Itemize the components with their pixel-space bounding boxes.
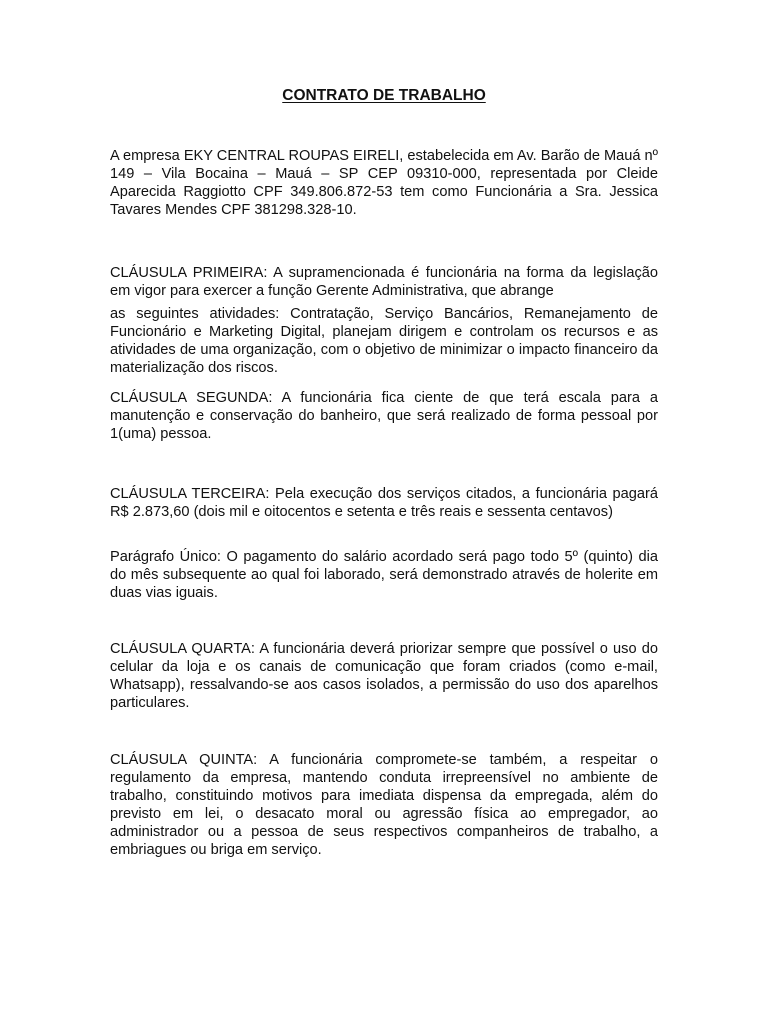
paragrafo-unico: Parágrafo Único: O pagamento do salário acordado será pago todo 5º (quinto) dia do mês subsequente ao qual foi laborado, será demonstrado através de holerite em duas vias iguais. bbox=[110, 549, 658, 601]
clausula-primeira-continuation: as seguintes atividades: Contratação, Serviço Bancários, Remanejamento de Funcionário e Marketing Digital, planejam dirigem e controlam os recursos e as atividades de uma organização, com o objetivo de minimizar o impacto financeiro da materialização dos riscos. bbox=[110, 306, 658, 376]
clausula-quinta-paragraph: CLÁUSULA QUINTA: A funcionária compromete-se também, a respeitar o regulamento da empresa, mantendo conduta irrepreensível no ambiente de trabalho, constituindo motivos para imediata dispensa da empregada, além do previsto em lei, o desacato moral ou agressão física ao empregador, ao administrador ou a pessoa de seus respectivos companheiros de trabalho, a embriagues ou briga em serviço. bbox=[110, 752, 658, 858]
clausula-segunda-paragraph: CLÁUSULA SEGUNDA: A funcionária fica ciente de que terá escala para a manutenção e conservação do banheiro, que será realizado de forma pessoal por 1(uma) pessoa. bbox=[110, 390, 658, 442]
intro-paragraph: A empresa EKY CENTRAL ROUPAS EIRELI, estabelecida em Av. Barão de Mauá nº 149 – Vila Bocaina – Mauá – SP CEP 09310-000, representada por Cleide Aparecida Raggiotto CPF 349.806.872-53 tem como Funcionária a Sra. Jessica Tavares Mendes CPF 381298.328-10. bbox=[110, 148, 658, 218]
document-title: CONTRATO DE TRABALHO bbox=[282, 87, 486, 104]
clausula-terceira-paragraph: CLÁUSULA TERCEIRA: Pela execução dos serviços citados, a funcionária pagará R$ 2.873,60 (dois mil e oitocentos e setenta e três reais e sessenta centavos) bbox=[110, 486, 658, 520]
clausula-primeira-paragraph: CLÁUSULA PRIMEIRA: A supramencionada é funcionária na forma da legislação em vigor para exercer a função Gerente Administrativa, que abrange bbox=[110, 265, 658, 299]
clausula-quarta-paragraph: CLÁUSULA QUARTA: A funcionária deverá priorizar sempre que possível o uso do celular da loja e os canais de comunicação que foram criados (como e-mail, Whatsapp), ressalvando-se aos casos isolados, a permissão do uso dos aparelhos particulares. bbox=[110, 641, 658, 711]
